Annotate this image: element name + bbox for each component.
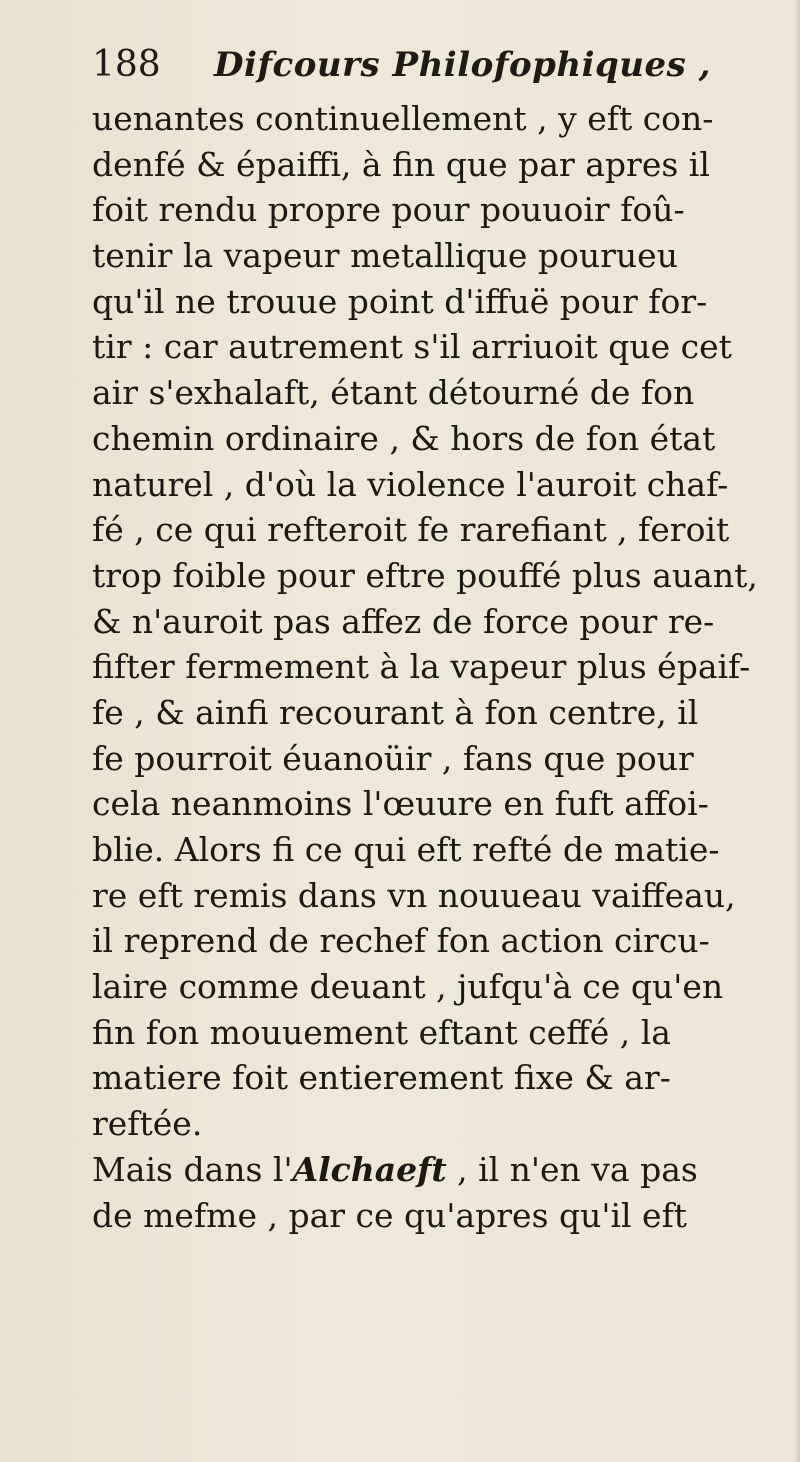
page-header [92, 34, 732, 94]
text-line: fe pourroit éuanoüir , fans que pour [92, 738, 694, 778]
italic-term: Alchaeft [292, 1149, 447, 1189]
text-line: fé , ce qui refteroit fe rarefiant , feroit [92, 510, 730, 550]
text-line: tir : car autrement s'il arriuoit que cet [92, 327, 732, 367]
text-line: uenantes continuellement , y eft con- [92, 99, 714, 138]
text-line: qu'il ne trouue point d'iffuë pour for- [92, 281, 708, 321]
text-line: & n'auroit pas affez de force pour re- [92, 601, 715, 641]
text-line: fin fon mouuement eftant ceffé , la [92, 1012, 671, 1052]
text-line: blie. Alors fi ce qui eft refté de matie- [92, 830, 720, 869]
text-line: naturel , d'où la violence l'auroit chaf- [92, 464, 729, 504]
page-edge-shadow [794, 0, 800, 1462]
text-line: fe , & ainfi recourant à fon centre, il [92, 692, 699, 732]
running-title: Difcours Philofophiques , [214, 45, 711, 85]
text-line: il reprend de rechef fon action circu- [92, 921, 710, 961]
page-number: 188 [92, 44, 161, 85]
text-line: cela neanmoins l'œuure en fuft affoi- [92, 784, 709, 824]
text-line: fifter fermement à la vapeur plus épaif- [92, 647, 751, 687]
text-run: Mais dans l' [92, 1149, 293, 1189]
text-line: chemin ordinaire , & hors de fon état [92, 418, 716, 458]
text-line: laire comme deuant , jufqu'à ce qu'en [92, 967, 724, 1007]
text-line: de mefme , par ce qu'apres qu'il eft [92, 1195, 688, 1235]
text-run: , il n'en va pas [446, 1149, 698, 1189]
text-line: denfé & épaiffi, à fin que par apres il [92, 144, 710, 184]
text-line: tenir la vapeur metallique pourueu [92, 236, 678, 276]
text-line: foit rendu propre pour pouuoir foû- [92, 190, 685, 230]
text-line: trop foible pour eftre pouffé plus auant, [92, 555, 758, 595]
text-line: reftée. [92, 1104, 203, 1144]
body-text [92, 96, 792, 1238]
paragraph-start-line [92, 1147, 792, 1193]
text-line: air s'exhalaft, étant détourné de fon [92, 373, 695, 413]
text-line: re eft remis dans vn nouueau vaiffeau, [92, 875, 736, 915]
text-line: matiere foit entierement fixe & ar- [92, 1058, 671, 1098]
